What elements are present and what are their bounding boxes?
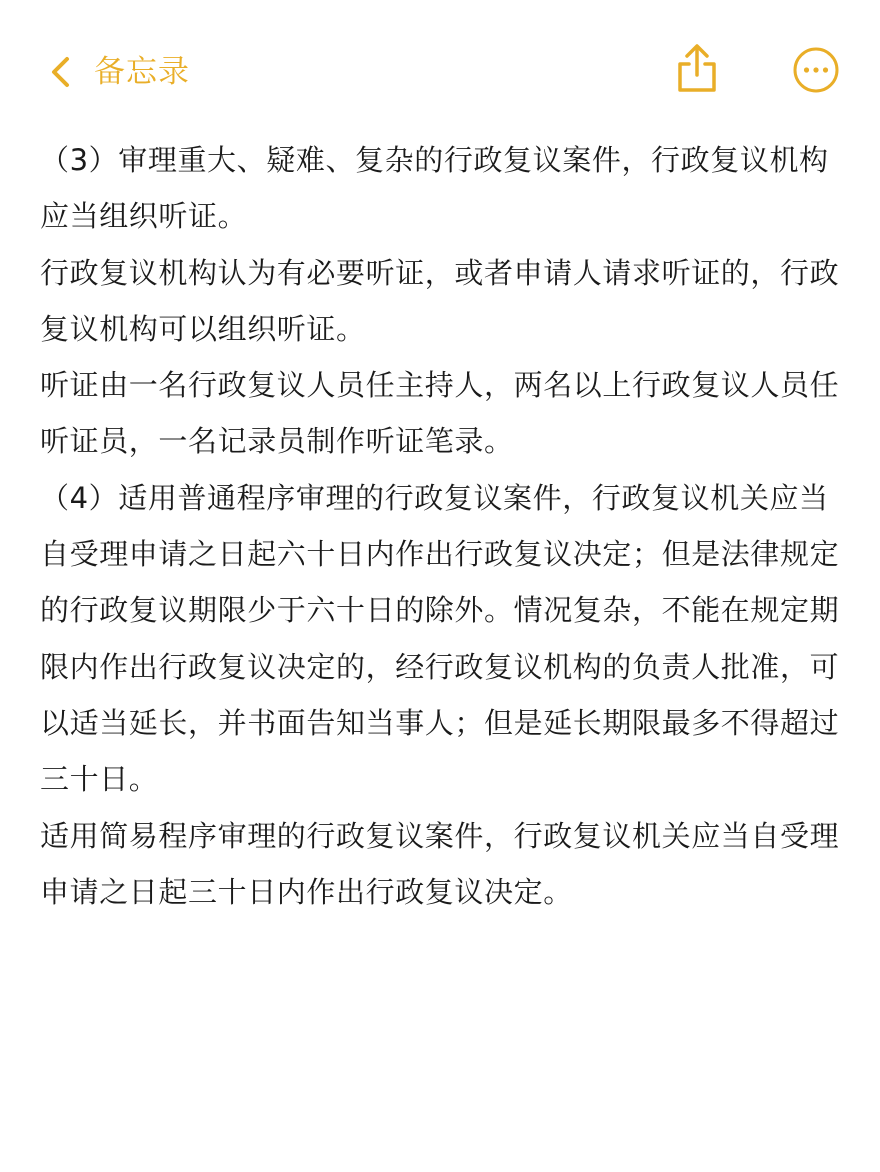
more-button[interactable] <box>792 46 840 94</box>
note-body[interactable] <box>40 132 840 920</box>
note-paragraph: 行政复议机构认为有必要听证，或者申请人请求听证的，行政复议机构可以组织听证。 <box>40 255 840 346</box>
chevron-left-icon <box>48 55 72 89</box>
share-button[interactable] <box>672 42 722 96</box>
share-icon <box>672 42 722 96</box>
note-paragraph: （4）适用普通程序审理的行政复议案件，行政复议机关应当自受理申请之日起六十日内作出行政复议决定；但是法律规定的行政复议期限少于六十日的除外。情况复杂，不能在规定期限内作出行政复议决定的，经行政复议机构的负责人批准，可以适当延长，并书面告知当事人；但是延长期限最多不得超过三十日。 <box>40 480 840 797</box>
back-label: 备忘录 <box>94 54 190 90</box>
note-paragraph: 听证由一名行政复议人员任主持人，两名以上行政复议人员任听证员，一名记录员制作听证笔录。 <box>40 368 840 459</box>
back-button[interactable] <box>48 44 190 100</box>
nav-bar <box>0 0 880 140</box>
note-paragraph: （3）审理重大、疑难、复杂的行政复议案件，行政复议机构应当组织听证。 <box>40 143 829 234</box>
more-ellipsis-icon <box>792 46 840 94</box>
note-paragraph: 适用简易程序审理的行政复议案件，行政复议机关应当自受理申请之日起三十日内作出行政复议决定。 <box>40 818 840 909</box>
